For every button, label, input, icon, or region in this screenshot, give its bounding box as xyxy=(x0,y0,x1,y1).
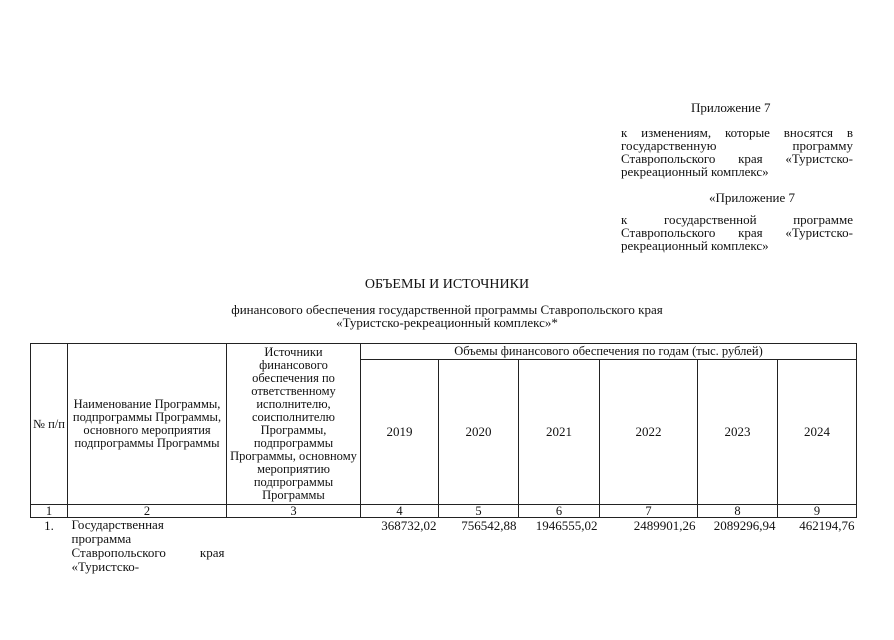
header-volumes: Объемы финансового обеспечения по годам (тыс. рублей) xyxy=(361,344,857,360)
header-year-2021: 2021 xyxy=(519,360,600,505)
column-number: 8 xyxy=(698,505,778,518)
row-sources xyxy=(227,518,361,575)
column-number: 6 xyxy=(519,505,600,518)
column-number: 5 xyxy=(439,505,519,518)
appendix-text-2: к государственной программе Ставропольского края «Туристско-рекреационный комплекс» xyxy=(621,212,853,253)
column-number: 9 xyxy=(778,505,857,518)
column-number: 1 xyxy=(31,505,68,518)
row-value-2022: 2489901,26 xyxy=(633,518,696,533)
column-number: 2 xyxy=(68,505,227,518)
row-value-2023: 2089296,94 xyxy=(713,518,776,533)
header-sources: Источники финансового обеспечения по ответственному исполнителю, соисполнителю Программы, подпрограммы Программы, основному мероприятию подпрограммы Программы xyxy=(227,344,361,505)
table-row xyxy=(31,518,857,575)
subtitle-line-2: «Туристско-рекреационный комплекс»* xyxy=(336,315,558,330)
row-name: Государственная программа Ставропольского края «Туристско- xyxy=(71,517,225,574)
header-year-2023: 2023 xyxy=(698,360,778,505)
header-year-2022: 2022 xyxy=(600,360,698,505)
appendix-text: к изменениям, которые вносятся в государственную программу Ставропольского края «Туристско-рекреационный комплекс» xyxy=(621,125,853,179)
row-index: 1. xyxy=(44,518,54,533)
column-number: 7 xyxy=(600,505,698,518)
document-title: ОБЪЕМЫ И ИСТОЧНИКИ xyxy=(364,277,530,292)
row-value-2021: 1946555,02 xyxy=(535,518,598,533)
appendix-title: Приложение 7 xyxy=(691,100,771,115)
header-year-2024: 2024 xyxy=(778,360,857,505)
appendix-title-2: «Приложение 7 xyxy=(709,190,796,205)
row-value-2019: 368732,02 xyxy=(381,518,437,533)
row-value-2024: 462194,76 xyxy=(799,518,855,533)
header-year-2020: 2020 xyxy=(439,360,519,505)
header-name: Наименование Программы, подпрограммы Программы, основного мероприятия подпрограммы Программы xyxy=(68,344,227,505)
column-number: 4 xyxy=(361,505,439,518)
header-year-2019: 2019 xyxy=(361,360,439,505)
row-value-2020: 756542,88 xyxy=(461,518,517,533)
column-number: 3 xyxy=(227,505,361,518)
subtitle-line-1: финансового обеспечения государственной программы Ставропольского края xyxy=(231,302,663,317)
document-subtitle xyxy=(0,303,894,329)
financing-table xyxy=(30,343,857,574)
header-number: № п/п xyxy=(31,344,68,505)
